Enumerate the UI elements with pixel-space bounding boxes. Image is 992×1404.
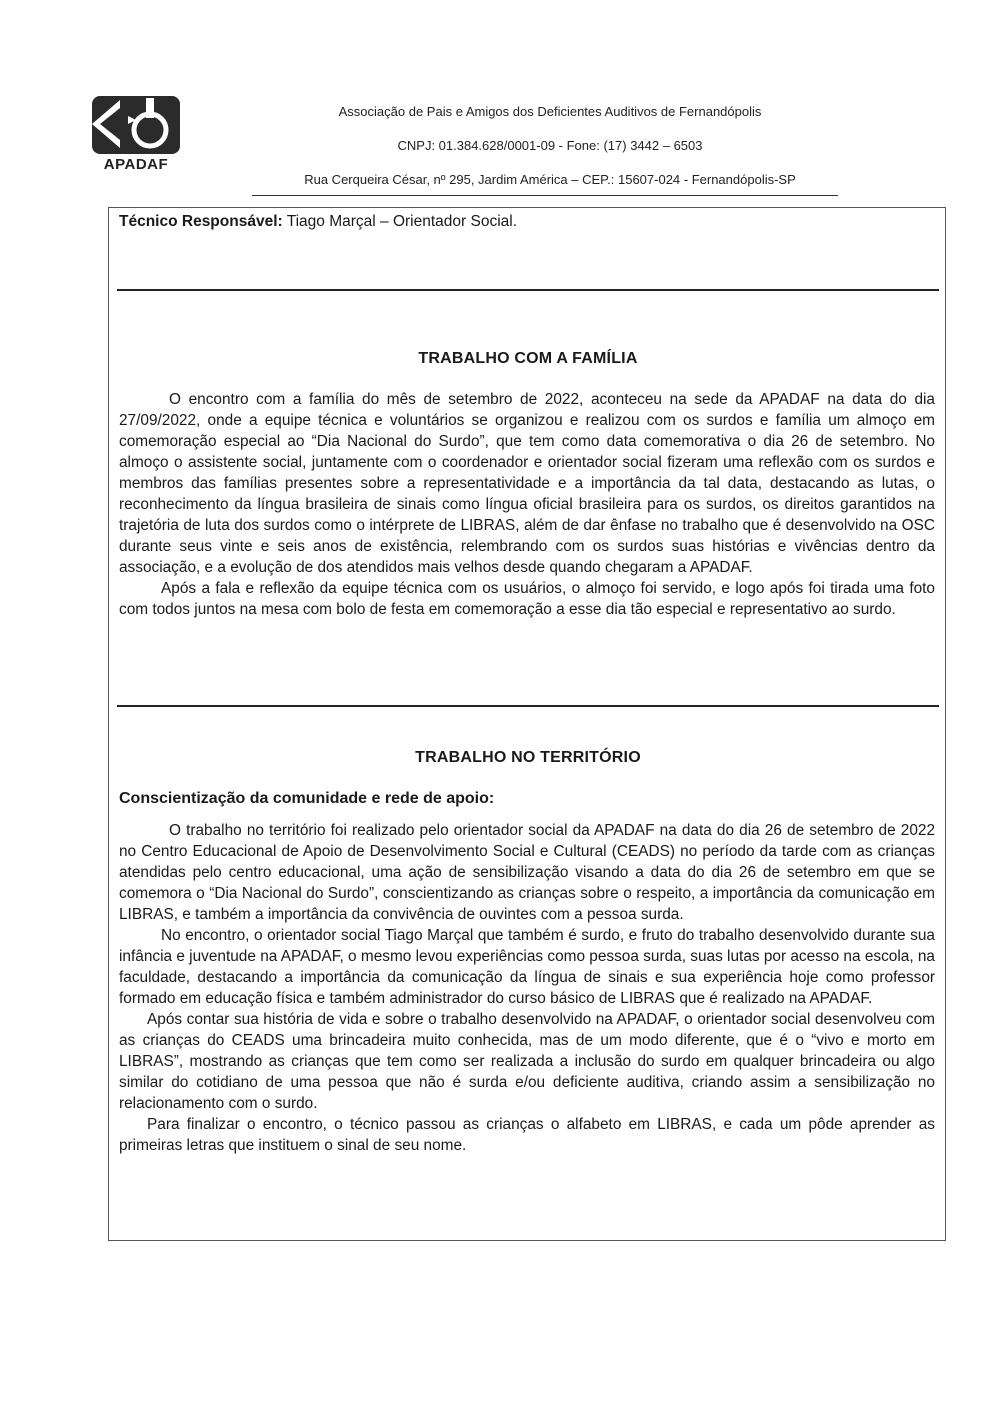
apadaf-logo-icon [90, 94, 182, 156]
logo-text: APADAF [103, 156, 169, 173]
section-title-territorio: TRABALHO NO TERRITÓRIO [415, 749, 641, 766]
org-name: Associação de Pais e Amigos dos Deficientes Auditivos de Fernandópolis [338, 104, 762, 119]
familia-body [119, 389, 935, 620]
territorio-paragraph: O trabalho no território foi realizado pelo orientador social da APADAF na data do dia 26 de setembro de 2022 no Centro Educacional de Apoio de Desenvolvimento Social e Cultural (CEADS) no período da tarde com as crianças atendidas pelo centro educacional, uma ação de sensibilização visando a data do dia 26 de setembro em que se comemora o “Dia Nacional do Surdo”, conscientizando as crianças sobre o respeito, a importância da comunicação em LIBRAS, e também a importância da convivência de ouvintes com a pessoa surda. [119, 822, 935, 923]
territorio-paragraph: No encontro, o orientador social Tiago Marçal que também é surdo, e fruto do trabalho desenvolvido durante sua infância e juventude na APADAF, o mesmo levou experiências como pessoa surda, suas lutas por acesso na escola, na faculdade, destacando a importância da comunicação da língua de sinais e sua experiência hoje como professor formado em educação física e também administrador do curso básico de LIBRAS que é realizado na APADAF. [119, 927, 935, 1007]
apadaf-logo [90, 94, 182, 176]
org-contact: CNPJ: 01.384.628/0001-09 - Fone: (17) 3442 – 6503 [397, 138, 703, 153]
tecnico-responsavel [119, 213, 935, 231]
org-address: Rua Cerqueira César, nº 295, Jardim América – CEP.: 15607-024 - Fernandópolis-SP [304, 172, 796, 187]
section-divider [117, 289, 939, 291]
section-divider [117, 705, 939, 707]
territorio-paragraph: Após contar sua história de vida e sobre o trabalho desenvolvido na APADAF, o orientador social desenvolveu com as crianças do CEADS uma brincadeira muito conhecida, mas de um modo diferente, que é o “vivo e morto em LIBRAS”, mostrando as crianças que tem como ser realizada a inclusão do surdo em qualquer brincadeira ou algo similar do cotidiano de uma pessoa que não é surda e/ou deficiente auditiva, criando assim a sensibilização no relacionamento com o surdo. [119, 1011, 935, 1112]
territorio-paragraph: Para finalizar o encontro, o técnico passou as crianças o alfabeto em LIBRAS, e cada um pôde aprender as primeiras letras que instituem o sinal de seu nome. [119, 1116, 935, 1154]
territorio-body [119, 820, 935, 1156]
report-frame [108, 207, 946, 1241]
territorio-subtitle: Conscientização da comunidade e rede de apoio: [119, 790, 495, 807]
familia-paragraph: Após a fala e reflexão da equipe técnica com os usuários, o almoço foi servido, e logo após foi tirada uma foto com todos juntos na mesa com bolo de festa em comemoração a esse dia tão especial e representativo ao surdo. [119, 580, 935, 618]
tecnico-label: Técnico Responsável: [119, 213, 283, 230]
familia-paragraph: O encontro com a família do mês de setembro de 2022, aconteceu na sede da APADAF na data do dia 27/09/2022, onde a equipe técnica e voluntários se organizou e realizou com os surdos e família um almoço em comemoração especial ao “Dia Nacional do Surdo”, que tem como data comemorativa o dia 26 de setembro. No almoço o assistente social, juntamente com o coordenador e orientador social fizeram uma reflexão com os surdos e membros das famílias presentes sobre a representatividade e a importância da tal data, destacando as lutas, o reconhecimento da língua brasileira de sinais como língua oficial brasileira para os surdos, os direitos garantidos na trajetória de luta dos surdos como o intérprete de LIBRAS, além de dar ênfase no trabalho que é desenvolvido na OSC durante seus vinte e seis anos de existência, relembrando com os surdos suas histórias e vivências dentro da associação, e a evolução de dos atendidos mais velhos desde quando chegaram a APADAF. [119, 391, 935, 576]
section-title-familia: TRABALHO COM A FAMÍLIA [418, 350, 638, 367]
tecnico-value: Tiago Marçal – Orientador Social. [282, 213, 518, 230]
header-divider [252, 195, 838, 196]
